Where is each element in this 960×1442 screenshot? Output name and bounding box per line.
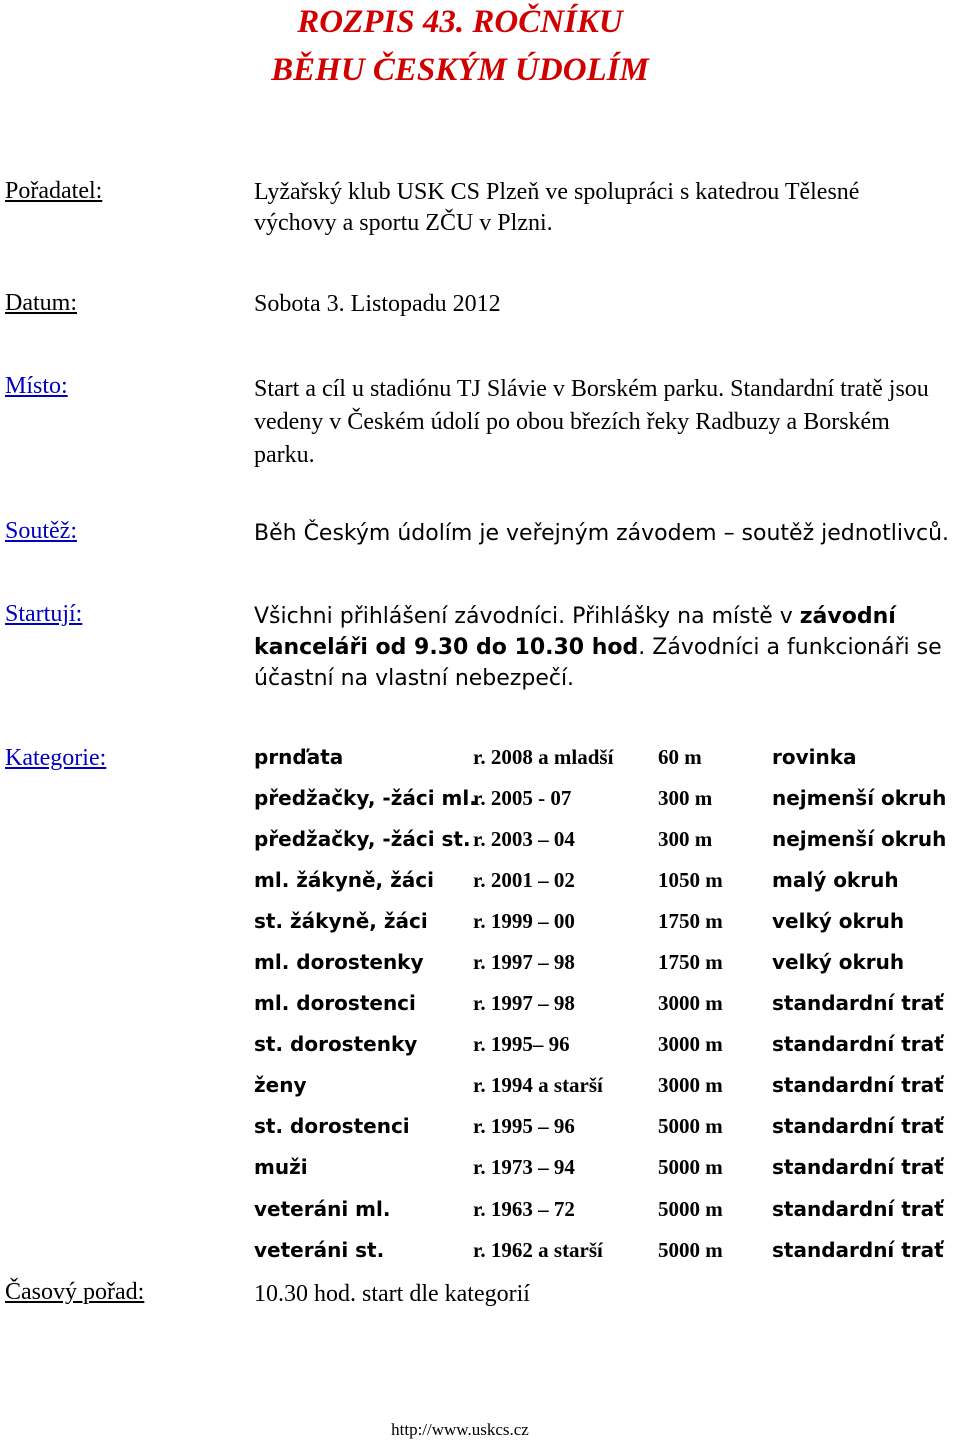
category-year: r. 2001 – 02 xyxy=(473,868,575,892)
soutez-label: Soutěž: xyxy=(5,518,77,544)
casovy-porad-label: Časový pořad: xyxy=(5,1279,145,1305)
category-track: standardní trať xyxy=(772,1238,944,1262)
document-title-line-2: BĚHU ČESKÝM ÚDOLÍM xyxy=(271,52,649,88)
category-distance: 5000 m xyxy=(658,1238,723,1262)
category-row xyxy=(254,991,954,1021)
category-name: ml. dorostenci xyxy=(254,991,416,1015)
startuji-text-a: Všichni přihlášení závodníci. Přihlášky na místě v xyxy=(254,604,800,629)
misto-label: Místo: xyxy=(5,373,68,399)
startuji-text-c: . Závodníci a funkcionáři se účastní na vlastní nebezpečí. xyxy=(254,635,942,691)
category-year: r. 1994 a starší xyxy=(473,1073,603,1097)
category-track: malý okruh xyxy=(772,868,899,892)
category-track: rovinka xyxy=(772,745,857,769)
category-distance: 1750 m xyxy=(658,950,723,974)
category-track: nejmenší okruh xyxy=(772,786,947,810)
category-year: r. 2008 a mladší xyxy=(473,745,614,769)
misto-text: Start a cíl u stadiónu TJ Slávie v Borském parku. Standardní tratě jsou vedeny v Českém údolí po obou březích řeky Radbuzy a Borském parku. xyxy=(254,376,929,468)
category-track: standardní trať xyxy=(772,1032,944,1056)
category-track: velký okruh xyxy=(772,909,905,933)
casovy-porad-text: 10.30 hod. start dle kategorií xyxy=(254,1281,530,1307)
category-track: standardní trať xyxy=(772,1073,944,1097)
category-name: st. dorostenky xyxy=(254,1032,418,1056)
datum-text: Sobota 3. Listopadu 2012 xyxy=(254,291,501,317)
category-name: ml. žákyně, žáci xyxy=(254,868,434,892)
footer-url: http://www.uskcs.cz xyxy=(391,1420,529,1439)
category-name: předžačky, -žáci st. xyxy=(254,827,471,851)
category-track: standardní trať xyxy=(772,1114,944,1138)
category-row xyxy=(254,1032,954,1062)
startuji-label: Startují: xyxy=(5,601,83,627)
category-year: r. 1997 – 98 xyxy=(473,991,575,1015)
category-track: velký okruh xyxy=(772,950,905,974)
category-name: veteráni ml. xyxy=(254,1197,391,1221)
category-row xyxy=(254,745,954,775)
category-row xyxy=(254,827,954,857)
category-row xyxy=(254,1155,954,1185)
category-distance: 1750 m xyxy=(658,909,723,933)
category-year: r. 1962 a starší xyxy=(473,1238,603,1262)
category-name: předžačky, -žáci ml. xyxy=(254,786,477,810)
category-year: r. 1999 – 00 xyxy=(473,909,575,933)
category-distance: 300 m xyxy=(658,827,713,851)
category-name: ml. dorostenky xyxy=(254,950,424,974)
kategorie-label: Kategorie: xyxy=(5,745,107,771)
category-distance: 5000 m xyxy=(658,1197,723,1221)
category-track: nejmenší okruh xyxy=(772,827,947,851)
category-year: r. 1997 – 98 xyxy=(473,950,575,974)
category-name: muži xyxy=(254,1155,308,1179)
category-row xyxy=(254,868,954,898)
category-distance: 3000 m xyxy=(658,991,723,1015)
category-row xyxy=(254,1238,954,1268)
category-row xyxy=(254,950,954,980)
category-name: prnďata xyxy=(254,745,344,769)
category-distance: 300 m xyxy=(658,786,713,810)
category-name: ženy xyxy=(254,1073,307,1097)
category-row xyxy=(254,909,954,939)
category-year: r. 1973 – 94 xyxy=(473,1155,575,1179)
category-row xyxy=(254,1114,954,1144)
startuji-text xyxy=(254,601,954,694)
datum-label: Datum: xyxy=(5,290,77,316)
category-year: r. 2005 - 07 xyxy=(473,786,572,810)
soutez-text: Běh Českým údolím je veřejným závodem – soutěž jednotlivců. xyxy=(254,521,950,546)
startuji-text-bold: závodní kanceláři od 9.30 do 10.30 hod xyxy=(254,604,896,660)
category-year: r. 2003 – 04 xyxy=(473,827,575,851)
category-name: veteráni st. xyxy=(254,1238,385,1262)
category-distance: 1050 m xyxy=(658,868,723,892)
category-distance: 60 m xyxy=(658,745,702,769)
category-name: st. dorostenci xyxy=(254,1114,410,1138)
category-distance: 5000 m xyxy=(658,1114,723,1138)
category-row xyxy=(254,786,954,816)
poradatel-label: Pořadatel: xyxy=(5,178,103,204)
category-row xyxy=(254,1073,954,1103)
category-track: standardní trať xyxy=(772,1155,944,1179)
poradatel-text: Lyžařský klub USK CS Plzeň ve spolupráci s katedrou Tělesné výchovy a sportu ZČU v Plzni. xyxy=(254,179,860,236)
category-name: st. žákyně, žáci xyxy=(254,909,428,933)
category-track: standardní trať xyxy=(772,1197,944,1221)
category-distance: 3000 m xyxy=(658,1032,723,1056)
category-track: standardní trať xyxy=(772,991,944,1015)
category-year: r. 1995– 96 xyxy=(473,1032,570,1056)
category-row xyxy=(254,1197,954,1227)
category-distance: 5000 m xyxy=(658,1155,723,1179)
category-distance: 3000 m xyxy=(658,1073,723,1097)
category-year: r. 1995 – 96 xyxy=(473,1114,575,1138)
document-title-line-1: ROZPIS 43. ROČNÍKU xyxy=(297,4,623,40)
category-year: r. 1963 – 72 xyxy=(473,1197,575,1221)
